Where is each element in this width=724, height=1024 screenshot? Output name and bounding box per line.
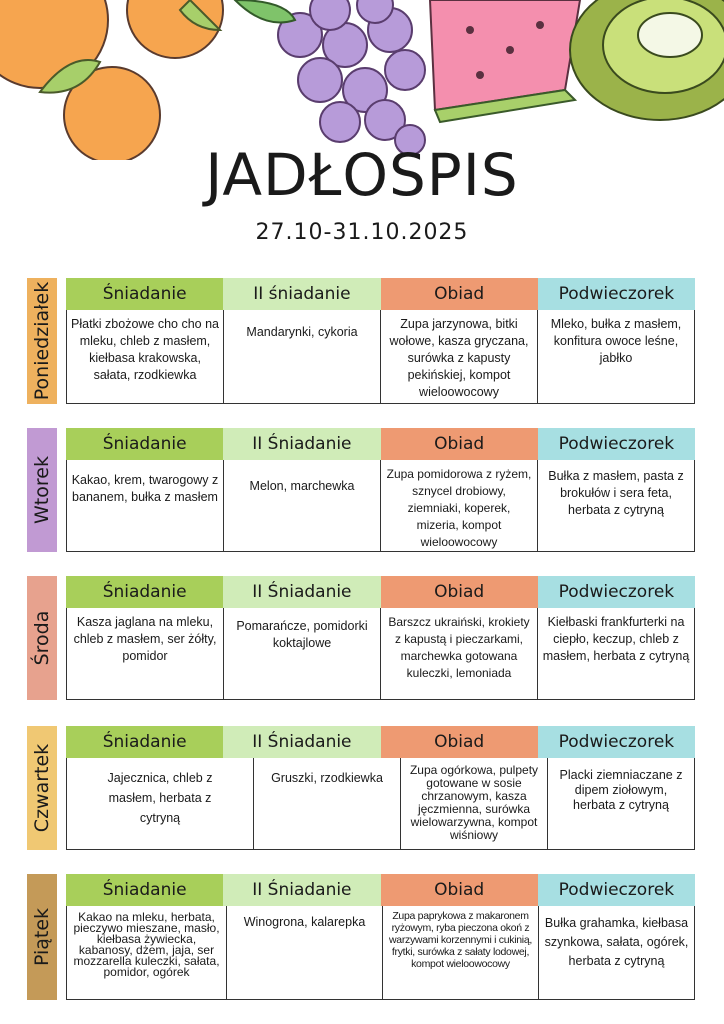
- meal-snack: Mleko, bułka z masłem, konfitura owoce leśne, jabłko: [537, 310, 694, 403]
- meal-breakfast: Kakao na mleku, herbata, pieczywo mieszane, masło, kiełbasa żywiecka, kabanosy, dżem, jaja, ser mozzarella kuleczki, sałata, pomidor, ogórek: [73, 910, 220, 979]
- page-title: JADŁOSPIS: [205, 141, 519, 209]
- day-label-tab: [27, 428, 57, 552]
- header-lunch: Obiad: [381, 874, 538, 906]
- orange-icon: [0, 0, 223, 160]
- header-lunch: Obiad: [381, 576, 538, 608]
- header-lunch: Obiad: [381, 726, 538, 758]
- header-lunch: Obiad: [381, 428, 538, 460]
- meal-second-breakfast: Pomarańcze, pomidorki koktajlowe: [223, 608, 380, 699]
- watermelon-icon: [430, 0, 580, 122]
- meal-second-breakfast: Winogrona, kalarepka: [226, 906, 382, 999]
- day-block-monday: [27, 278, 695, 404]
- meal-snack: Bułka grahamka, kiełbasa szynkowa, sałata, ogórek, herbata z cytryną: [538, 906, 694, 999]
- meal-lunch: Zupa pomidorowa z ryżem, sznycel drobiowy, ziemniaki, koperek, mizeria, kompot wieloowocowy: [380, 460, 537, 551]
- meal-second-breakfast: Mandarynki, cykoria: [223, 310, 380, 403]
- meal-breakfast: Płatki zbożowe cho cho na mleku, chleb z masłem, kiełbasa krakowska, sałata, rzodkiewka: [71, 317, 220, 382]
- date-range: 27.10-31.10.2025: [255, 220, 469, 245]
- meal-lunch: Zupa paprykowa z makaronem ryżowym, ryba pieczona okoń z warzywami korzennymi i cukinią, frytki, surówka z sałaty lodowej, kompot wieloowocowy: [382, 906, 538, 999]
- header-second-breakfast: II Śniadanie: [223, 874, 380, 906]
- grapes-icon: [235, 0, 425, 155]
- header-snack: Podwieczorek: [538, 726, 695, 758]
- day-name: Poniedziałek: [31, 281, 53, 401]
- header-breakfast: Śniadanie: [66, 726, 223, 758]
- day-label-tab: [27, 726, 57, 850]
- day-block-tuesday: [27, 428, 695, 552]
- kiwi-icon: [570, 0, 724, 120]
- day-label-tab: [27, 576, 57, 700]
- meal-breakfast: Kasza jaglana na mleku, chleb z masłem, ser żółty, pomidor: [73, 615, 217, 663]
- day-label-tab: [27, 874, 57, 1000]
- header-second-breakfast: II Śniadanie: [223, 428, 380, 460]
- header-lunch: Obiad: [381, 278, 538, 310]
- day-name: Środa: [31, 610, 53, 666]
- meal-snack: Kiełbaski frankfurterki na ciepło, keczup, chleb z masłem, herbata z cytryną: [537, 608, 694, 699]
- meal-lunch: Zupa ogórkowa, pulpety gotowane w sosie chrzanowym, kasza jęczmienna, surówka wielowarzywna, kompot wiśniowy: [400, 758, 547, 849]
- meal-breakfast: Jajecznica, chleb z masłem, herbata z cytryną: [107, 771, 213, 825]
- meal-snack: Placki ziemniaczane z dipem ziołowym, herbata z cytryną: [547, 758, 694, 849]
- meal-breakfast: Kakao, krem, twarogowy z bananem, bułka z masłem: [71, 473, 219, 504]
- header-breakfast: Śniadanie: [66, 428, 223, 460]
- day-block-thursday: [27, 726, 695, 850]
- day-label-tab: [27, 278, 57, 404]
- meal-second-breakfast: Melon, marchewka: [223, 460, 380, 551]
- header-snack: Podwieczorek: [538, 576, 695, 608]
- header-second-breakfast: II Śniadanie: [223, 726, 380, 758]
- meal-lunch: Zupa jarzynowa, bitki wołowe, kasza gryczana, surówka z kapusty pekińskiej, kompot wieloowocowy: [380, 310, 537, 403]
- header-second-breakfast: II śniadanie: [223, 278, 380, 310]
- header-snack: Podwieczorek: [538, 428, 695, 460]
- day-name: Czwartek: [31, 743, 53, 833]
- header-snack: Podwieczorek: [538, 874, 695, 906]
- day-name: Piątek: [31, 907, 53, 967]
- day-block-wednesday: [27, 576, 695, 700]
- meal-lunch: Barszcz ukraiński, krokiety z kapustą i pieczarkami, marchewka gotowana kuleczki, lemoniada: [380, 608, 537, 699]
- meal-second-breakfast: Gruszki, rzodkiewka: [253, 758, 400, 849]
- meal-snack: Bułka z masłem, pasta z brokułów i sera feta, herbata z cytryną: [537, 460, 694, 551]
- day-block-friday: [27, 874, 695, 1000]
- header-snack: Podwieczorek: [538, 278, 695, 310]
- header-second-breakfast: II Śniadanie: [223, 576, 380, 608]
- day-name: Wtorek: [31, 456, 53, 524]
- header-breakfast: Śniadanie: [66, 576, 223, 608]
- fruit-illustration: [0, 0, 724, 160]
- header-breakfast: Śniadanie: [66, 278, 223, 310]
- header-breakfast: Śniadanie: [66, 874, 223, 906]
